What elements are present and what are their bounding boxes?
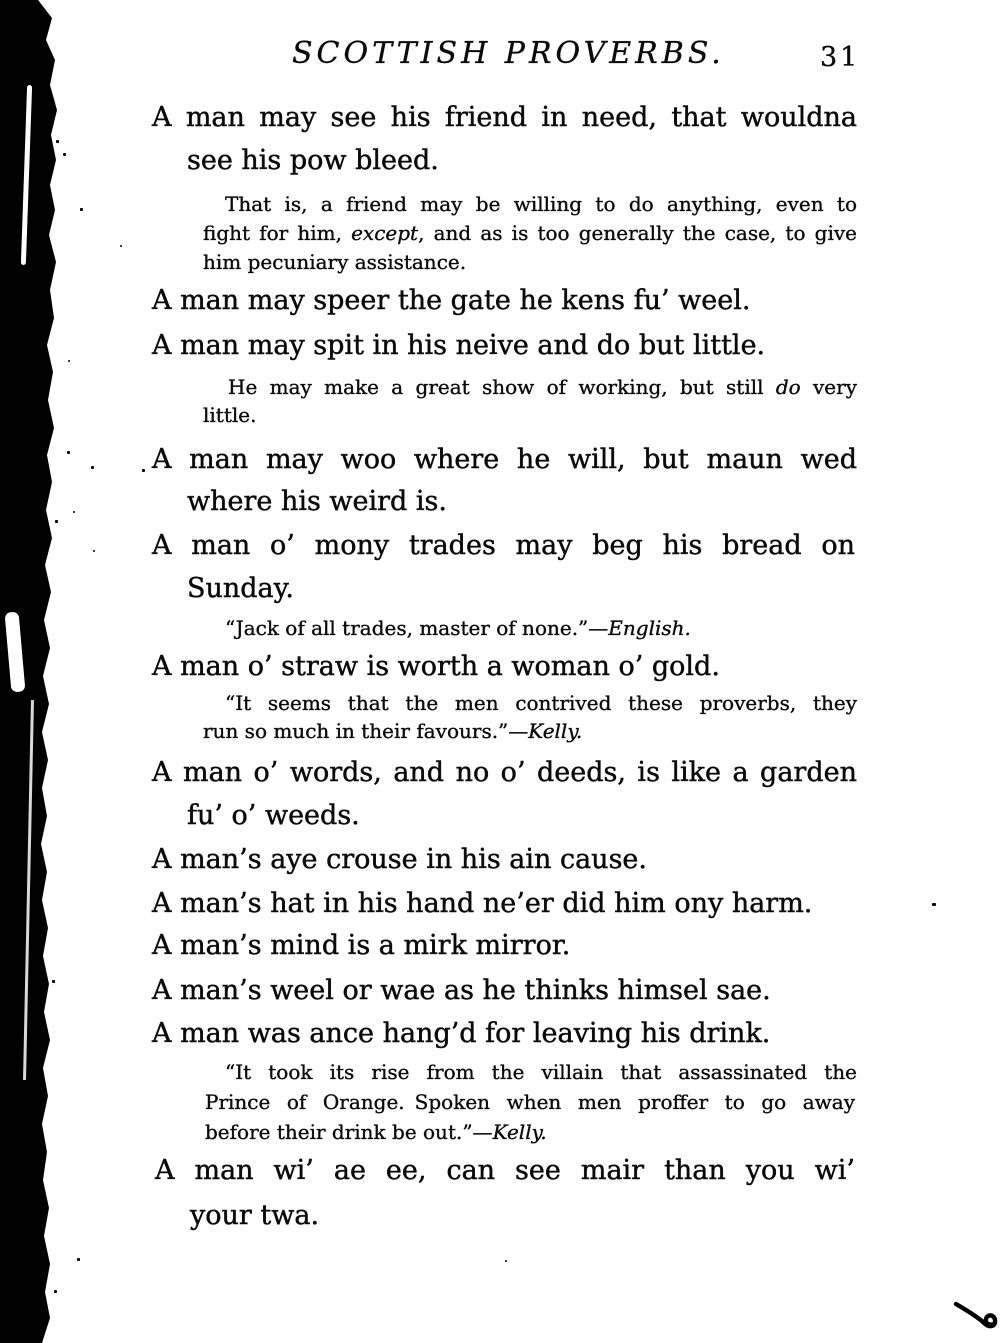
note-text-italic: Kelly. bbox=[528, 719, 583, 743]
proverb-line: fu’ o’ weeds. bbox=[187, 800, 360, 831]
proverb-line: your twa. bbox=[190, 1200, 320, 1231]
page-number: 31 bbox=[820, 42, 861, 73]
proverb-line: A man o’ straw is worth a woman o’ gold. bbox=[152, 651, 720, 682]
proverb-line: A man may see his friend in need, that wouldna bbox=[152, 102, 857, 133]
scan-speck bbox=[932, 903, 936, 906]
scan-speck bbox=[73, 511, 75, 513]
proverb-line: A man may speer the gate he kens fu’ weel. bbox=[152, 285, 751, 316]
proverb-line: A man o’ mony trades may beg his bread on bbox=[152, 530, 855, 561]
proverb-line: A man was ance hang’d for leaving his drink. bbox=[152, 1018, 771, 1049]
note-line: him pecuniary assistance. bbox=[203, 250, 467, 274]
scan-speck bbox=[91, 466, 94, 469]
note-text: , and as is too generally the case, to give bbox=[418, 221, 857, 245]
proverb-line: Sunday. bbox=[187, 573, 294, 604]
note-line bbox=[205, 1119, 547, 1145]
note-line: “It seems that the men contrived these proverbs, they bbox=[225, 691, 857, 715]
note-line: That is, a friend may be willing to do anything, even to bbox=[225, 192, 857, 216]
note-line: Prince of Orange. Spoken when men proffer to go away bbox=[205, 1090, 855, 1114]
scan-speck bbox=[56, 140, 59, 143]
note-line: “It took its rise from the villain that assassinated the bbox=[225, 1060, 857, 1084]
note-text-italic: English. bbox=[608, 616, 691, 640]
scan-speck bbox=[52, 980, 55, 983]
proverb-line: A man’s weel or wae as he thinks himsel sae. bbox=[152, 975, 771, 1006]
scan-speck bbox=[505, 1260, 507, 1262]
note-line: little. bbox=[203, 403, 257, 427]
note-text-italic: do bbox=[775, 375, 801, 399]
note-line bbox=[225, 615, 691, 641]
note-text: fight for him, bbox=[203, 221, 352, 245]
note-line bbox=[203, 718, 582, 744]
ink-mark bbox=[953, 1300, 999, 1334]
proverb-line: where his weird is. bbox=[187, 486, 447, 517]
proverb-line: see his pow bleed. bbox=[187, 145, 439, 176]
note-line bbox=[228, 374, 857, 400]
proverb-line: A man wi’ ae ee, can see mair than you wi’ bbox=[155, 1155, 855, 1186]
note-text: “Jack of all trades, master of none.”— bbox=[225, 616, 609, 640]
note-text-italic: except bbox=[351, 221, 419, 245]
running-head-title: SCOTTISH PROVERBS. bbox=[292, 36, 725, 71]
note-line bbox=[203, 220, 857, 246]
scan-speck bbox=[120, 245, 122, 247]
scan-speck bbox=[67, 451, 70, 454]
note-text: He may make a great show of working, but still bbox=[228, 375, 776, 399]
note-text: before their drink be out.”— bbox=[205, 1120, 493, 1144]
scan-speck bbox=[142, 469, 145, 472]
proverb-line: A man’s hat in his hand ne’er did him ony harm. bbox=[152, 888, 813, 919]
scan-speck bbox=[63, 153, 66, 156]
scan-speck bbox=[93, 550, 95, 552]
proverb-line: A man may spit in his neive and do but little. bbox=[152, 330, 766, 361]
note-text-italic: Kelly. bbox=[492, 1120, 547, 1144]
proverb-line: A man o’ words, and no o’ deeds, is like a garden bbox=[152, 757, 857, 788]
scan-speck bbox=[80, 208, 83, 211]
note-text: very bbox=[800, 375, 858, 399]
note-text: run so much in their favours.”— bbox=[203, 719, 529, 743]
scan-speck bbox=[55, 520, 58, 523]
proverb-line: A man may woo where he will, but maun wed bbox=[152, 444, 857, 475]
scan-speck bbox=[54, 1290, 57, 1293]
scan-speck bbox=[77, 1258, 80, 1261]
scan-speck bbox=[68, 360, 70, 362]
proverb-line: A man’s aye crouse in his ain cause. bbox=[152, 844, 647, 875]
proverb-line: A man’s mind is a mirk mirror. bbox=[152, 930, 571, 961]
